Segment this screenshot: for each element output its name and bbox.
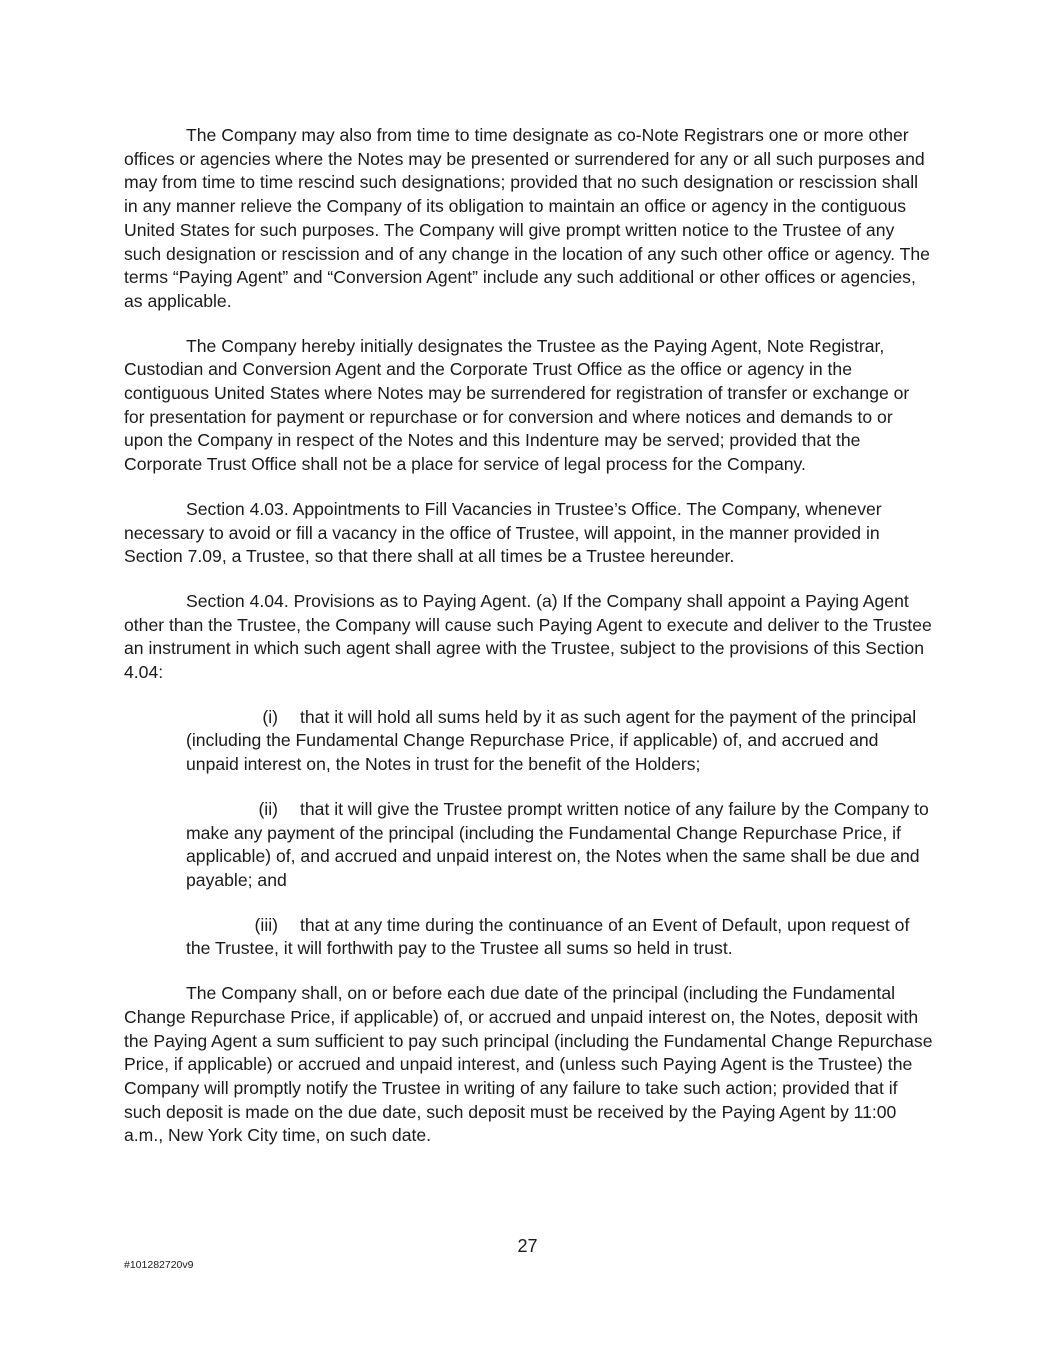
list-item [186, 798, 934, 893]
paragraph-co-note-registrars: The Company may also from time to time designate as co-Note Registrars one or more other offices or agencies where the Notes may be presented or surrendered for any or all such purposes and may from time to time rescind such designations; provided that no such designation or rescission shall in any manner relieve the Company of its obligation to maintain an office or agency in the contiguous United States for such purposes. The Company will give prompt written notice to the Trustee of any such designation or rescission and of any change in the location of any such other office or agency. The terms “Paying Agent” and “Conversion Agent” include any such additional or other offices or agencies, as applicable. [124, 125, 930, 311]
list-item-number: (i) [262, 706, 278, 727]
list-item [186, 914, 934, 961]
paragraph-section-4-03: Section 4.03. Appointments to Fill Vacancies in Trustee’s Office. The Company, whenever necessary to avoid or fill a vacancy in the office of Trustee, will appoint, in the manner provided in Section 7.09, a Trustee, so that there shall at all times be a Trustee hereunder. [124, 498, 882, 567]
list-item-number: (ii) [258, 798, 278, 819]
list-item [186, 706, 934, 777]
paragraph-initial-designation: The Company hereby initially designates the Trustee as the Paying Agent, Note Registrar, Custodian and Conversion Agent and the Corporate Trust Office as the office or agency in the contiguous United States where Notes may be surrendered for registration of transfer or exchange or for presentation for payment or repurchase or for conversion and where notices and demands to or upon the Company in respect of the Notes and this Indenture may be served; provided that the Corporate Trust Office shall not be a place for service of legal process for the Company. [124, 335, 910, 475]
paragraph-section-4-04: Section 4.04. Provisions as to Paying Agent. (a) If the Company shall appoint a Paying Agent other than the Trustee, the Company will cause such Paying Agent to execute and deliver to the Trustee an instrument in which such agent shall agree with the Trustee, subject to the provisions of this Section 4.04: [124, 590, 932, 683]
list-item-text: that it will give the Trustee prompt written notice of any failure by the Company to make any payment of the principal (including the Fundamental Change Repurchase Price, if applicable) of, and accrued and unpaid interest on, the Notes when the same shall be due and payable; and [186, 798, 929, 890]
list-item-number: (iii) [254, 914, 278, 935]
list-item-text: that it will hold all sums held by it as such agent for the payment of the principal (including the Fundamental Change Repurchase Price, if applicable) of, and accrued and unpaid interest on, the Notes in trust for the benefit of the Holders; [186, 706, 917, 775]
list-item-text: that at any time during the continuance of an Event of Default, upon request of the Trustee, it will forthwith pay to the Trustee all sums so held in trust. [186, 914, 910, 959]
document-id: #101282720v9 [124, 1259, 194, 1271]
document-body [124, 124, 934, 1148]
paragraph-deposit-obligation: The Company shall, on or before each due date of the principal (including the Fundamental Change Repurchase Price, if applicable) of, or accrued and unpaid interest on, the Notes, deposit with the Paying Agent a sum sufficient to pay such principal (including the Fundamental Change Repurchase Price, if applicable) or accrued and unpaid interest, and (unless such Paying Agent is the Trustee) the Company will promptly notify the Trustee in writing of any failure to take such action; provided that if such deposit is made on the due date, such deposit must be received by the Paying Agent by 11:00 a.m., New York City time, on such date. [124, 983, 933, 1146]
page-number: 27 [517, 1236, 538, 1256]
